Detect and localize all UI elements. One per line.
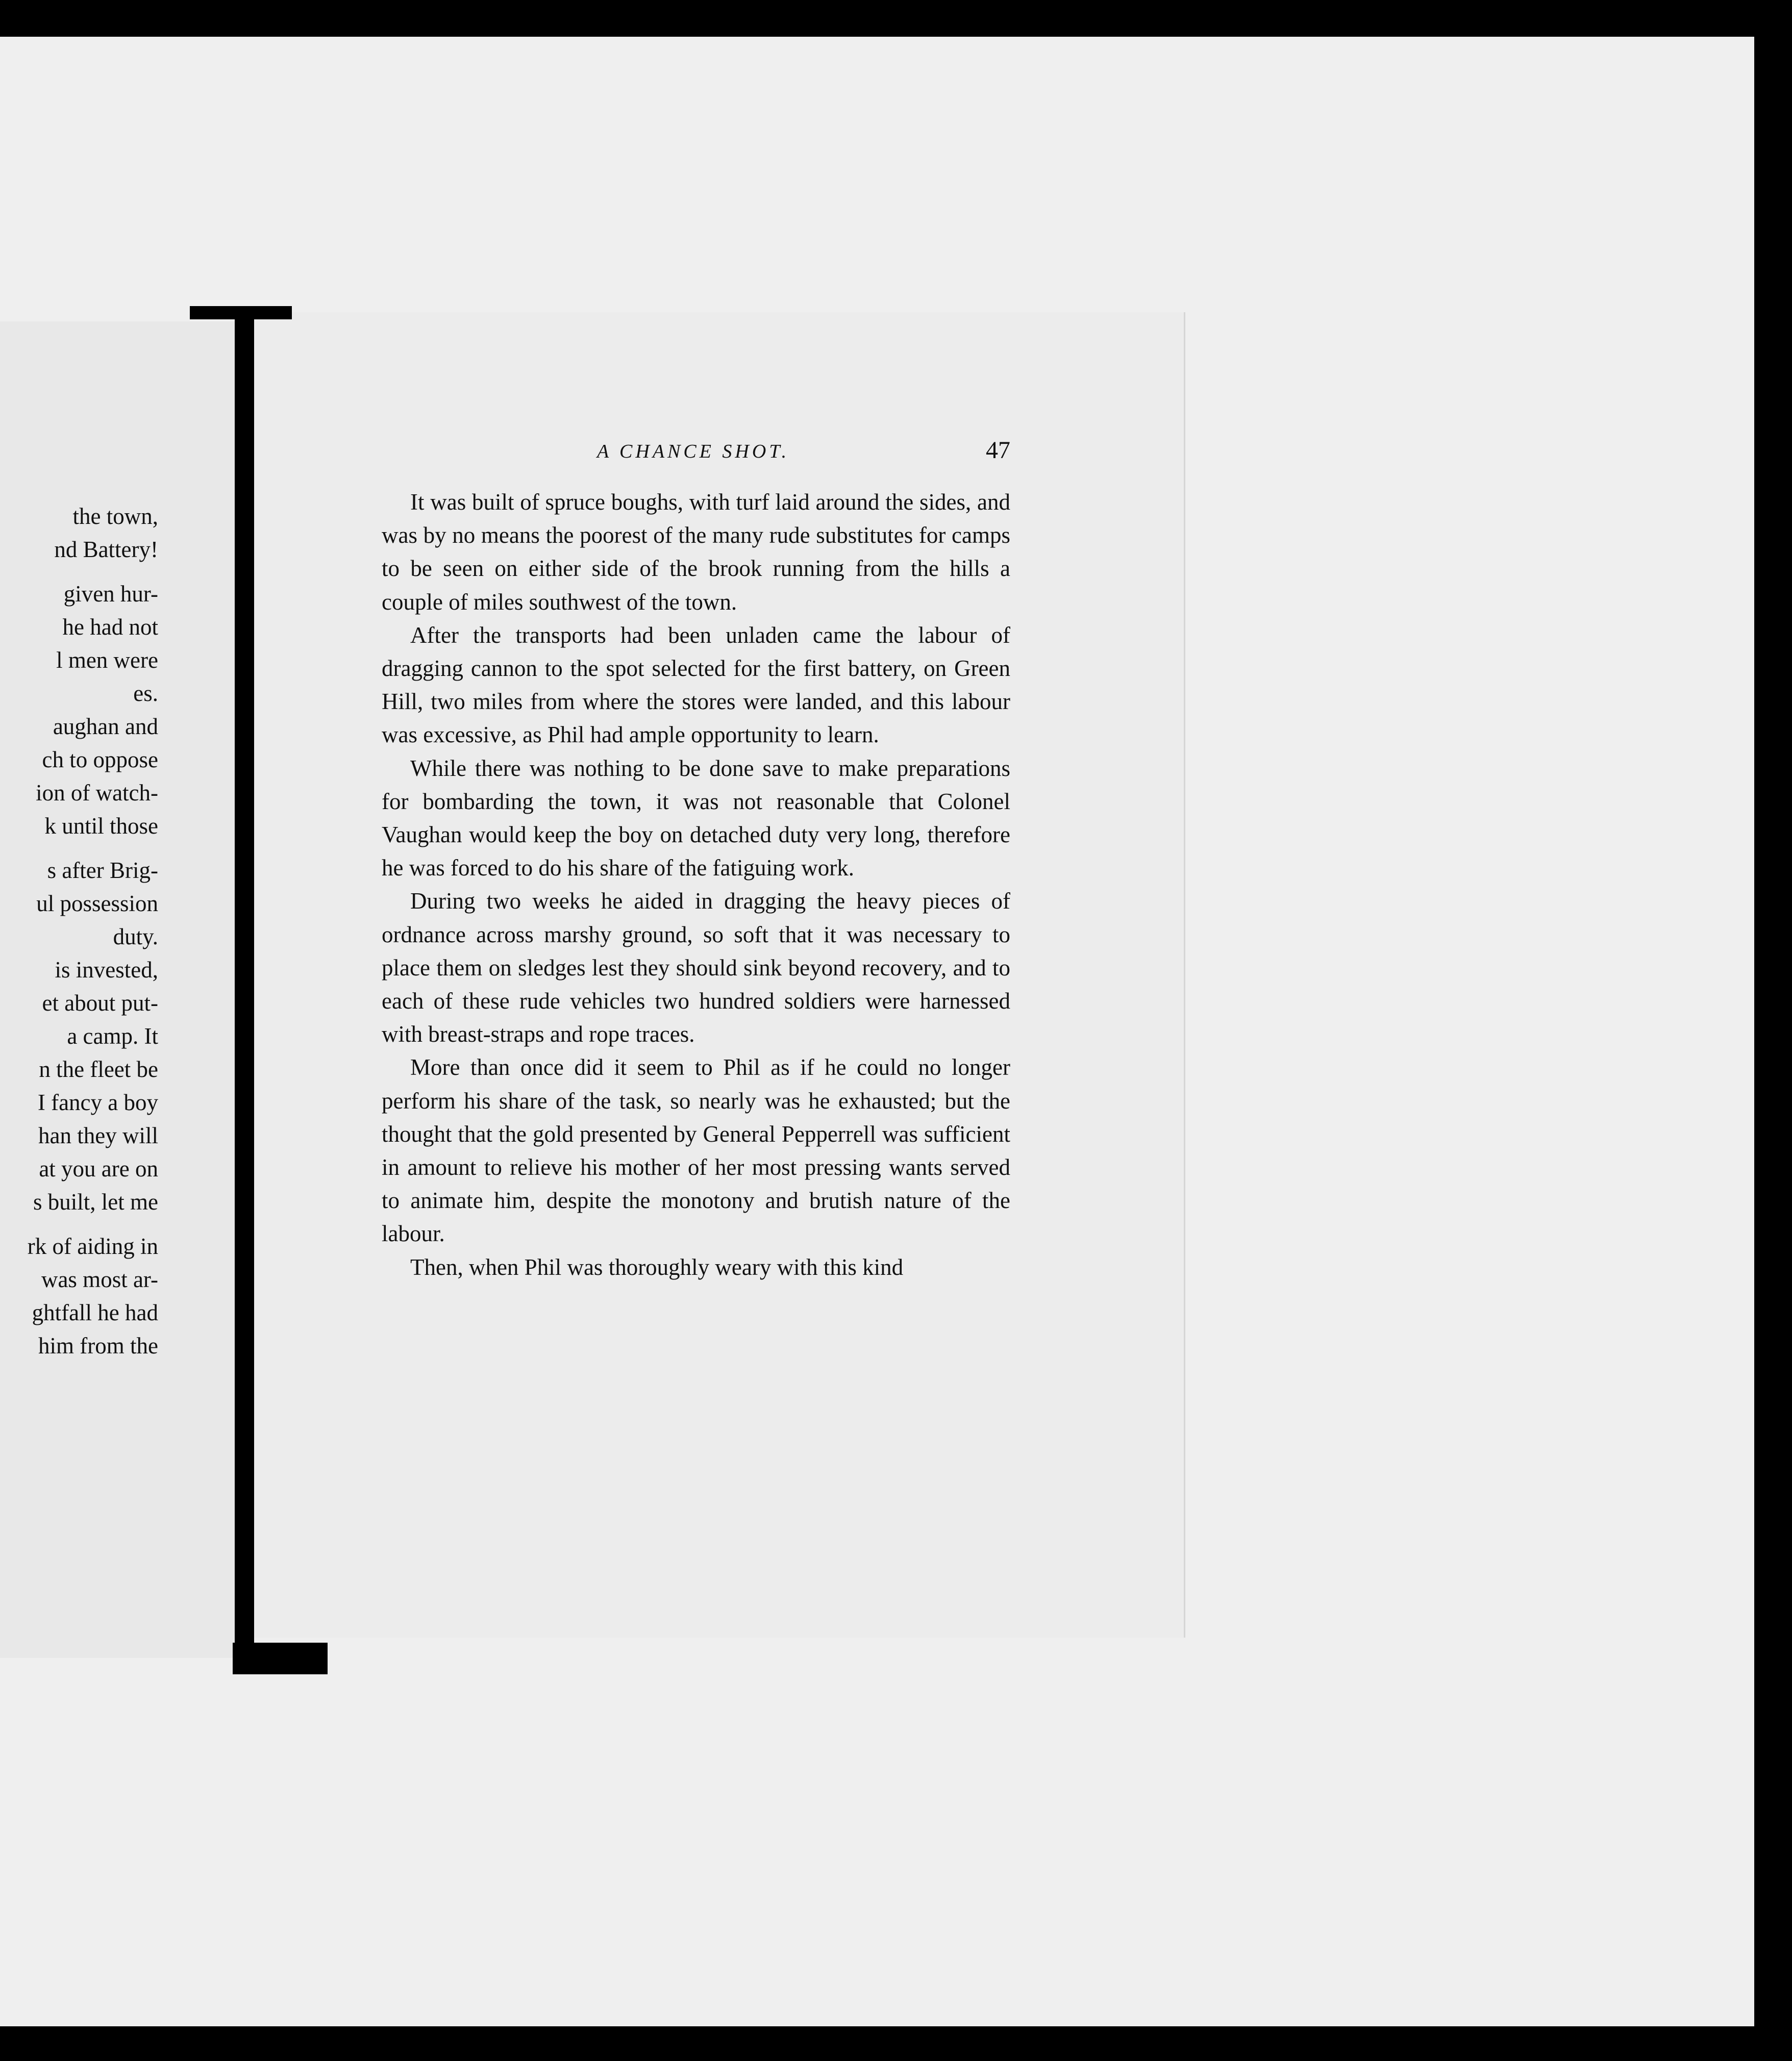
left-line: ion of watch-	[36, 780, 158, 806]
binding-clip-bar	[235, 310, 254, 1647]
page-header	[597, 436, 1010, 467]
left-line: duty.	[113, 924, 158, 949]
left-line: rk of aiding in	[27, 1234, 158, 1259]
left-line: is invested,	[55, 957, 158, 983]
left-line: ghtfall he had	[32, 1300, 158, 1325]
left-line: s after Brig-	[47, 858, 158, 883]
left-line: n the fleet be	[39, 1057, 158, 1082]
paragraph: After the transports had been unladen came the labour of dragging cannon to the spot selected for the first battery, on Green Hill, two miles from where the stores were landed, and this labour was excessive, as Phil had ample opportunity to learn.	[382, 622, 1010, 748]
left-line: at you are on	[39, 1156, 158, 1182]
left-line: es.	[133, 681, 158, 706]
left-line: han they will	[38, 1123, 158, 1148]
paragraph: Then, when Phil was thoroughly weary with this kind	[410, 1254, 904, 1280]
paragraph: It was built of spruce boughs, with turf laid around the sides, and was by no means the poorest of the many rude substitutes for camps to be seen on either side of the brook running from the hills a couple of miles southwest of the town.	[382, 489, 1010, 615]
page-number: 47	[986, 437, 1010, 464]
paragraph: More than once did it seem to Phil as if he could no longer perform his share of the task, so nearly was he exhausted; but the thought that the gold presented by General Pepperrell was sufficient in amount to relieve his mother of her most pressing wants served to animate him, despite the monotony and brutish nature of the labour.	[382, 1054, 1010, 1247]
paragraph: While there was nothing to be done save to make preparations for bombarding the town, it was not reasonable that Colonel Vaughan would keep the boy on detached duty very long, therefore he was forced to do his share of the fatiguing work.	[382, 755, 1010, 881]
left-line: the town,	[72, 504, 158, 529]
left-line: ch to oppose	[42, 747, 158, 772]
left-line-gap	[0, 843, 158, 854]
left-line-gap	[0, 1219, 158, 1230]
left-line: aughan and	[53, 714, 158, 739]
running-title: A CHANCE SHOT.	[597, 441, 790, 462]
left-line: a camp. It	[67, 1023, 158, 1049]
left-line: l men were	[56, 647, 158, 673]
left-line: given hur-	[63, 581, 158, 607]
left-line: k until those	[44, 813, 158, 839]
left-line: he had not	[62, 614, 158, 640]
left-line: nd Battery!	[54, 537, 158, 562]
body-text	[382, 486, 1010, 1284]
binding-clip-bottom	[233, 1643, 328, 1674]
left-line-gap	[0, 566, 158, 577]
left-line: et about put-	[42, 990, 158, 1016]
paragraph: During two weeks he aided in dragging the heavy pieces of ordnance across marshy ground, so soft that it was necessary to place them on sledges lest they should sink beyond recovery, and to each of these rude vehicles two hundred soldiers were harnessed with breast-straps and rope traces.	[382, 888, 1010, 1047]
left-line: ul possession	[36, 891, 158, 916]
left-line: him from the	[38, 1333, 158, 1359]
left-page-text	[0, 500, 158, 1363]
left-line: was most ar-	[41, 1267, 158, 1292]
left-line: s built, let me	[33, 1189, 158, 1215]
left-line: I fancy a boy	[37, 1090, 158, 1115]
